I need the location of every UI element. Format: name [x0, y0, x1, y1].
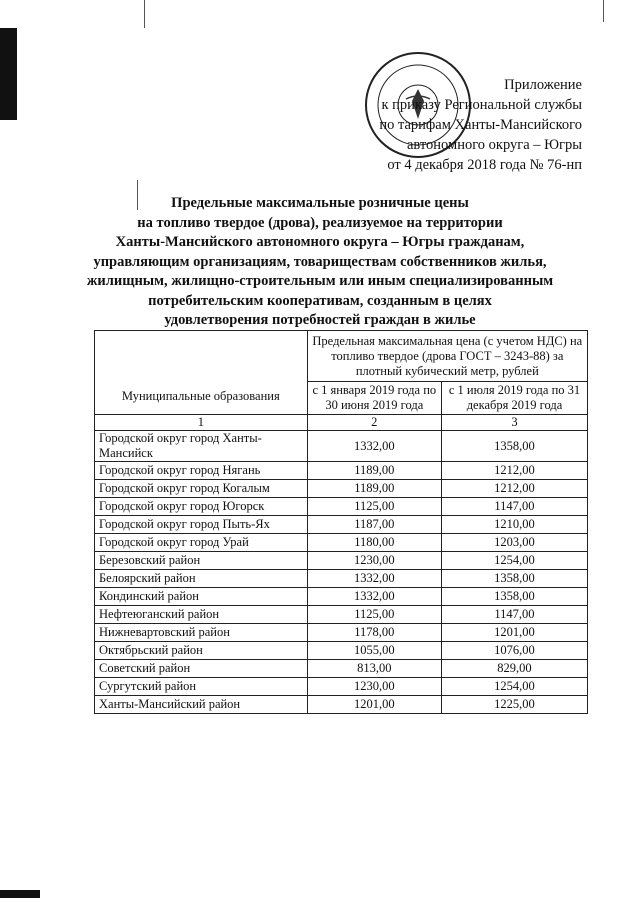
scan-edge-mark-top — [0, 28, 17, 120]
price-period-1-cell: 1332,00 — [307, 570, 441, 588]
municipality-cell: Ханты-Мансийский район — [95, 696, 308, 714]
table-row — [95, 642, 588, 660]
price-period-2-cell: 1225,00 — [441, 696, 587, 714]
price-period-2-cell: 1201,00 — [441, 624, 587, 642]
municipality-cell: Городской округ город Ханты-Мансийск — [95, 431, 308, 462]
price-period-1-cell: 1178,00 — [307, 624, 441, 642]
table-row — [95, 570, 588, 588]
title-line: Ханты-Мансийского автономного округа – Югры гражданам, — [115, 234, 525, 250]
price-period-1-cell: 1125,00 — [307, 606, 441, 624]
price-period-2-cell: 1147,00 — [441, 498, 587, 516]
table-row — [95, 534, 588, 552]
table-row — [95, 480, 588, 498]
municipality-cell: Городской округ город Нягань — [95, 462, 308, 480]
price-period-2-cell: 829,00 — [441, 660, 587, 678]
price-period-1-cell: 1189,00 — [307, 462, 441, 480]
price-period-1-cell: 1230,00 — [307, 678, 441, 696]
municipality-cell: Сургутский район — [95, 678, 308, 696]
appendix-label: Приложение — [504, 77, 582, 93]
table-row — [95, 606, 588, 624]
price-period-2-cell: 1358,00 — [441, 570, 587, 588]
column-number: 2 — [307, 415, 441, 431]
title-line: потребительским кооперативам, созданным в целях — [148, 292, 492, 309]
municipality-cell: Белоярский район — [95, 570, 308, 588]
table-row — [95, 678, 588, 696]
title-line: управляющим организациям, товариществам собственников жилья, — [93, 253, 547, 270]
table-row — [95, 588, 588, 606]
table-row — [95, 498, 588, 516]
title-line: удовлетворения потребностей граждан в жилье — [164, 312, 476, 328]
municipality-cell: Нижневартовский район — [95, 624, 308, 642]
price-period-1-cell: 1055,00 — [307, 642, 441, 660]
municipality-cell: Березовский район — [95, 552, 308, 570]
municipality-cell: Кондинский район — [95, 588, 308, 606]
order-date: от 4 декабря 2018 года № 76-нп — [387, 157, 582, 173]
column-header-period-2: с 1 июля 2019 года по 31 декабря 2019 года — [441, 382, 587, 415]
price-period-2-cell: 1210,00 — [441, 516, 587, 534]
order-line: по тарифам Ханты-Мансийского — [379, 117, 582, 133]
price-period-1-cell: 1180,00 — [307, 534, 441, 552]
scan-line — [603, 0, 604, 22]
price-period-1-cell: 1187,00 — [307, 516, 441, 534]
table-row — [95, 431, 588, 462]
table-row — [95, 462, 588, 480]
price-period-2-cell: 1212,00 — [441, 462, 587, 480]
title-line: Предельные максимальные розничные цены — [171, 195, 469, 211]
municipality-cell: Городской округ город Урай — [95, 534, 308, 552]
municipality-cell: Городской округ город Когалым — [95, 480, 308, 498]
document-title — [80, 194, 560, 331]
title-line: жилищным, жилищно-строительным или иным специализированным — [86, 273, 554, 289]
column-header-period-1: с 1 января 2019 года по 30 июня 2019 года — [307, 382, 441, 415]
column-number: 3 — [441, 415, 587, 431]
price-period-1-cell: 813,00 — [307, 660, 441, 678]
price-table — [94, 330, 588, 714]
price-period-1-cell: 1332,00 — [307, 431, 441, 462]
municipality-cell: Нефтеюганский район — [95, 606, 308, 624]
table-body — [95, 431, 588, 714]
price-period-1-cell: 1125,00 — [307, 498, 441, 516]
municipality-cell: Городской округ город Югорск — [95, 498, 308, 516]
price-period-1-cell: 1201,00 — [307, 696, 441, 714]
table-row — [95, 696, 588, 714]
column-number: 1 — [95, 415, 308, 431]
price-period-1-cell: 1189,00 — [307, 480, 441, 498]
scan-edge-mark-bottom — [0, 890, 40, 898]
order-line: к приказу Региональной службы — [381, 97, 582, 113]
price-period-2-cell: 1358,00 — [441, 431, 587, 462]
municipality-cell: Советский район — [95, 660, 308, 678]
order-line: автономного округа – Югры — [406, 137, 582, 153]
table-row — [95, 624, 588, 642]
table-row — [95, 660, 588, 678]
column-header-price: Предельная максимальная цена (с учетом НДС) на топливо твердое (дрова ГОСТ – 3243-88) за плотный кубический метр, рублей — [307, 331, 587, 382]
price-period-2-cell: 1203,00 — [441, 534, 587, 552]
table-row — [95, 516, 588, 534]
price-period-2-cell: 1212,00 — [441, 480, 587, 498]
scan-line — [144, 0, 145, 28]
table-row — [95, 552, 588, 570]
title-line: на топливо твердое (дрова), реализуемое на территории — [137, 214, 503, 231]
price-period-2-cell: 1254,00 — [441, 552, 587, 570]
price-period-2-cell: 1147,00 — [441, 606, 587, 624]
column-header-municipality: Муниципальные образования — [95, 331, 308, 415]
price-period-2-cell: 1076,00 — [441, 642, 587, 660]
order-reference-header — [322, 75, 582, 175]
municipality-cell: Городской округ город Пыть-Ях — [95, 516, 308, 534]
price-period-2-cell: 1358,00 — [441, 588, 587, 606]
price-period-1-cell: 1230,00 — [307, 552, 441, 570]
municipality-cell: Октябрьский район — [95, 642, 308, 660]
price-period-1-cell: 1332,00 — [307, 588, 441, 606]
price-period-2-cell: 1254,00 — [441, 678, 587, 696]
